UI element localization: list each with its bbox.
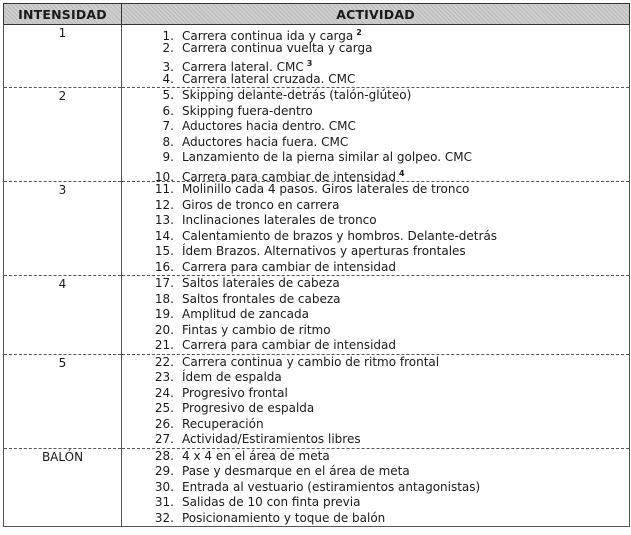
activity-text: Molinillo cada 4 pasos. Giros laterales de tronco — [182, 182, 470, 196]
intensity-level: 2 — [4, 88, 122, 182]
activity-number: 11. — [154, 182, 174, 196]
activity-item — [148, 150, 629, 166]
activity-text: Ídem de espalda — [182, 370, 282, 384]
activity-item — [148, 355, 629, 371]
activity-number: 16. — [154, 259, 174, 274]
activity-item — [148, 292, 629, 308]
activity-number: 28. — [154, 448, 174, 463]
activity-number: 19. — [154, 307, 174, 321]
activity-text: Saltos laterales de cabeza — [182, 276, 340, 290]
activity-item — [148, 104, 629, 120]
activity-text: Carrera para cambiar de intensidad — [182, 259, 396, 274]
activity-text: Inclinaciones laterales de tronco — [182, 213, 377, 227]
activity-text: Saltos frontales de cabeza — [182, 291, 341, 306]
activity-list — [122, 88, 630, 182]
activity-column-header: ACTIVIDAD — [122, 4, 630, 25]
activity-text: Entrada al vestuario (estiramientos antagonistas) — [182, 479, 481, 494]
activity-text: 4 x 4 en el área de meta — [182, 448, 330, 463]
activity-number: 7. — [162, 119, 174, 133]
activity-number: 27. — [154, 432, 174, 446]
activity-item — [148, 182, 629, 198]
intensity-level: 5 — [4, 354, 122, 448]
intensity-group-row — [4, 448, 630, 527]
activity-text: Amplitud de zancada — [182, 307, 309, 321]
activity-number: 22. — [154, 354, 174, 369]
activity-text: Aductores hacia dentro. CMC — [182, 119, 356, 133]
activity-text: Aductores hacia fuera. CMC — [182, 134, 349, 149]
activity-item — [148, 401, 629, 417]
intensity-group-row — [4, 276, 630, 355]
activity-text: Carrera continua vuelta y carga — [182, 40, 373, 55]
activity-number: 21. — [154, 338, 174, 352]
activity-text: Salidas de 10 con finta previa — [182, 495, 361, 509]
activity-list — [122, 182, 630, 276]
activity-number: 8. — [162, 134, 174, 149]
activity-item — [148, 229, 629, 245]
activity-number: 5. — [162, 88, 174, 102]
activity-number: 10. — [154, 169, 174, 184]
activity-number: 4. — [162, 71, 174, 86]
activity-item — [148, 260, 629, 276]
activity-number: 6. — [162, 103, 174, 118]
activity-text: Carrera lateral. CMC — [182, 60, 304, 74]
header-row — [4, 4, 630, 25]
activity-number: 24. — [154, 385, 174, 400]
activity-number: 32. — [154, 510, 174, 525]
activity-item — [148, 41, 629, 57]
intensity-level: 1 — [4, 25, 122, 88]
activity-item — [148, 276, 629, 292]
footnote-marker: 2 — [356, 28, 362, 37]
activity-number: 9. — [162, 150, 174, 164]
activity-item — [148, 119, 629, 135]
activity-number: 1. — [162, 29, 174, 43]
activity-number: 29. — [154, 464, 174, 478]
activity-number: 18. — [154, 291, 174, 306]
activity-text: Carrera continua y cambio de ritmo frontal — [182, 354, 440, 369]
activity-text: Skipping delante-detrás (talón-glúteo) — [182, 88, 412, 102]
intensity-group-row — [4, 182, 630, 276]
activity-text: Carrera lateral cruzada. CMC — [182, 71, 356, 86]
activity-item — [148, 338, 629, 354]
activity-text: Lanzamiento de la pierna similar al golpeo. CMC — [182, 150, 473, 164]
footnote-marker: 3 — [306, 59, 313, 68]
activity-item — [148, 417, 629, 433]
activity-item — [148, 56, 629, 72]
activity-text: Progresivo de espalda — [182, 401, 315, 415]
activity-item — [148, 432, 629, 448]
activity-table-container — [3, 3, 629, 527]
activity-text: Carrera para cambiar de intensidad — [182, 169, 396, 184]
activity-item — [148, 480, 629, 496]
activity-text: Skipping fuera-dentro — [182, 103, 313, 118]
activity-item — [148, 72, 629, 88]
activity-item — [148, 449, 629, 465]
activity-item — [148, 370, 629, 386]
activity-text: Recuperación — [182, 416, 264, 431]
activity-item — [148, 495, 629, 511]
activity-text: Carrera para cambiar de intensidad — [182, 338, 396, 352]
activity-text: Pase y desmarque en el área de meta — [182, 464, 410, 478]
activity-number: 31. — [154, 495, 174, 509]
activity-number: 17. — [154, 276, 174, 290]
activity-number: 20. — [154, 322, 174, 337]
activity-item — [148, 213, 629, 229]
activity-number: 3. — [162, 60, 174, 74]
activity-number: 14. — [154, 228, 174, 243]
intensity-level: 4 — [4, 276, 122, 355]
intensity-group-row — [4, 25, 630, 88]
activity-text: Posicionamiento y toque de balón — [182, 510, 386, 525]
activity-number: 30. — [154, 479, 174, 494]
activity-text: Ídem Brazos. Alternativos y aperturas frontales — [182, 244, 466, 258]
footnote-marker: 4 — [399, 168, 405, 178]
activity-item — [148, 135, 629, 151]
intensity-level: 3 — [4, 182, 122, 276]
activity-list — [122, 354, 630, 448]
activity-list — [122, 25, 630, 88]
activity-text: Calentamiento de brazos y hombros. Delante-detrás — [182, 228, 498, 243]
activity-item — [148, 244, 629, 260]
activity-number: 15. — [154, 244, 174, 258]
table-body — [4, 25, 630, 527]
activity-text: Progresivo frontal — [182, 385, 288, 400]
activity-item — [148, 88, 629, 104]
activity-item — [148, 323, 629, 339]
intensity-group-row — [4, 354, 630, 448]
activity-text: Fintas y cambio de ritmo — [182, 322, 331, 337]
activity-item — [148, 307, 629, 323]
activity-table — [3, 3, 630, 527]
activity-number: 13. — [154, 213, 174, 227]
intensity-level: BALÓN — [4, 448, 122, 527]
activity-number: 26. — [154, 416, 174, 431]
activity-text: Carrera continua ida y carga — [182, 29, 354, 43]
activity-list — [122, 448, 630, 527]
activity-text: Actividad/Estiramientos libres — [182, 432, 361, 446]
activity-number: 25. — [154, 401, 174, 415]
activity-number: 12. — [154, 197, 174, 212]
activity-item — [148, 198, 629, 214]
activity-item — [148, 511, 629, 527]
intensity-column-header: INTENSIDAD — [4, 4, 122, 25]
activity-item — [148, 386, 629, 402]
activity-list — [122, 276, 630, 355]
activity-item — [148, 25, 629, 41]
activity-number: 23. — [154, 370, 174, 384]
activity-item — [148, 166, 629, 182]
activity-number: 2. — [162, 40, 174, 55]
activity-item — [148, 464, 629, 480]
intensity-group-row — [4, 88, 630, 182]
activity-text: Giros de tronco en carrera — [182, 197, 340, 212]
